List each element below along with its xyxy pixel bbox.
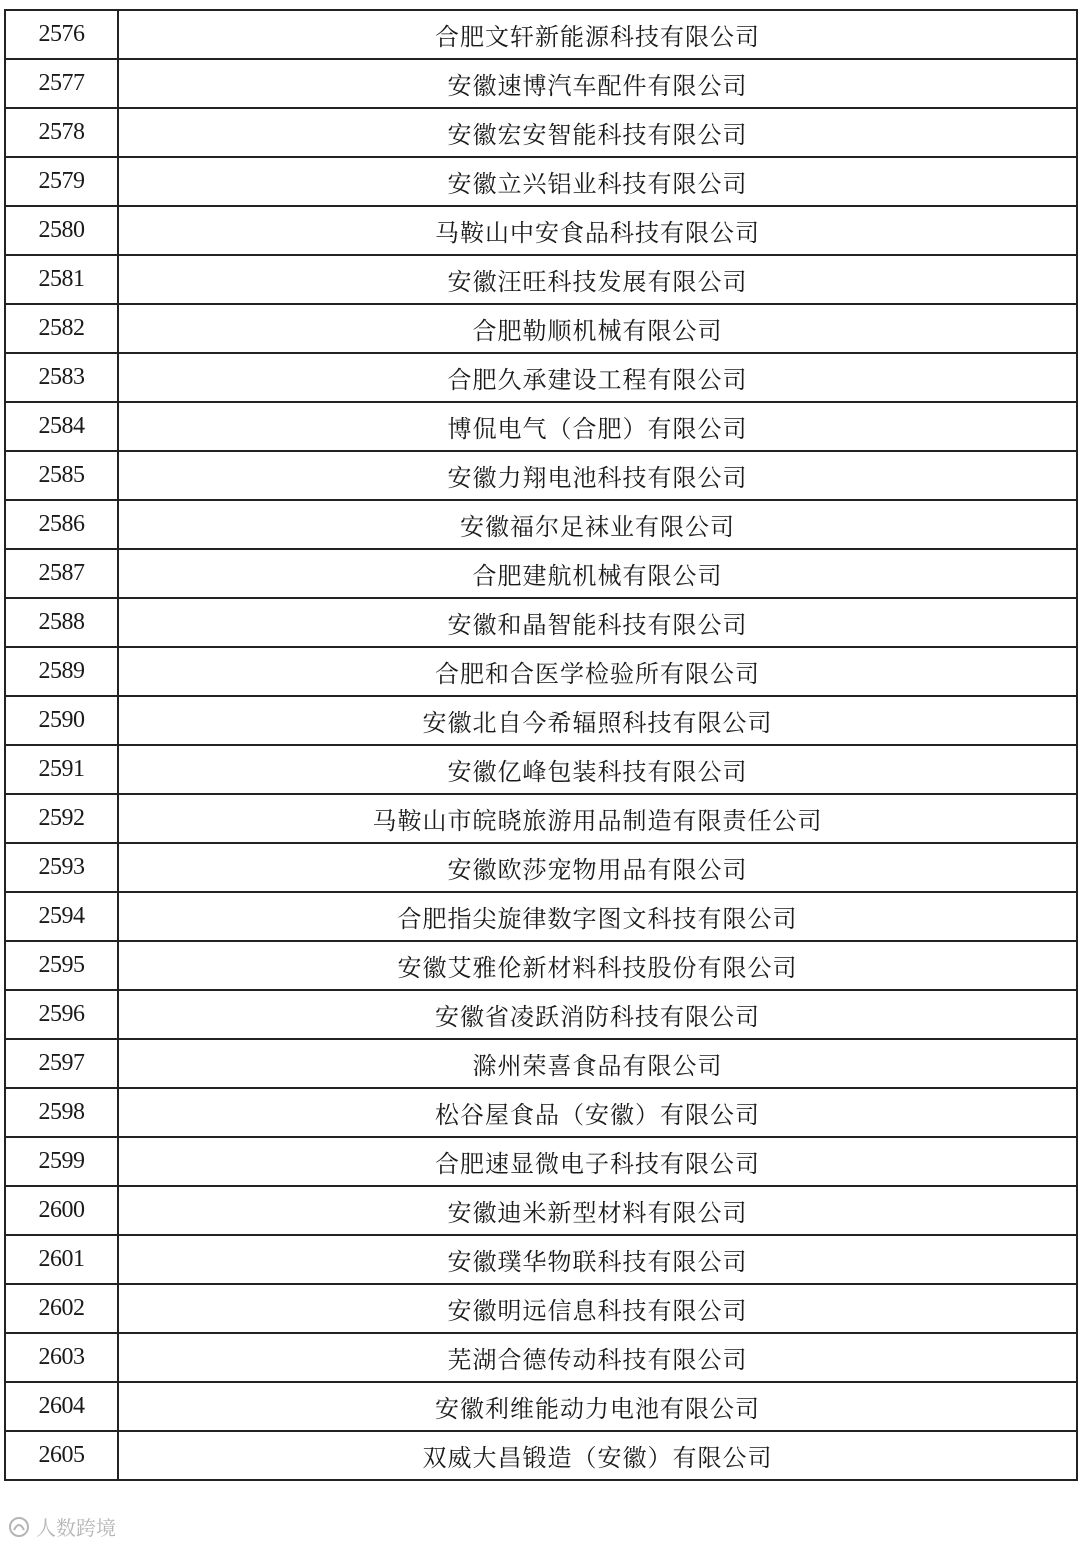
row-number-cell: 2579 <box>5 157 118 206</box>
row-number-cell: 2595 <box>5 941 118 990</box>
row-number-cell: 2605 <box>5 1431 118 1480</box>
table-row <box>5 59 1077 108</box>
company-name-cell: 安徽亿峰包装科技有限公司 <box>118 745 1077 794</box>
row-number-cell: 2601 <box>5 1235 118 1284</box>
row-number-cell: 2583 <box>5 353 118 402</box>
company-name-cell: 芜湖合德传动科技有限公司 <box>118 1333 1077 1382</box>
row-number-cell: 2586 <box>5 500 118 549</box>
table-row <box>5 304 1077 353</box>
table-row <box>5 1088 1077 1137</box>
row-number-cell: 2582 <box>5 304 118 353</box>
company-name-cell: 双威大昌锻造（安徽）有限公司 <box>118 1431 1077 1480</box>
row-number-cell: 2592 <box>5 794 118 843</box>
row-number-cell: 2599 <box>5 1137 118 1186</box>
company-name-cell: 滁州荣喜食品有限公司 <box>118 1039 1077 1088</box>
company-name-cell: 安徽北自今希辐照科技有限公司 <box>118 696 1077 745</box>
table-row <box>5 353 1077 402</box>
table-row <box>5 1186 1077 1235</box>
row-number-cell: 2577 <box>5 59 118 108</box>
company-list-table <box>4 9 1078 1481</box>
row-number-cell: 2587 <box>5 549 118 598</box>
row-number-cell: 2593 <box>5 843 118 892</box>
row-number-cell: 2590 <box>5 696 118 745</box>
row-number-cell: 2598 <box>5 1088 118 1137</box>
company-name-cell: 安徽艾雅伦新材料科技股份有限公司 <box>118 941 1077 990</box>
table-row <box>5 451 1077 500</box>
company-name-cell: 马鞍山中安食品科技有限公司 <box>118 206 1077 255</box>
table-body <box>5 10 1077 1480</box>
company-name-cell: 博侃电气（合肥）有限公司 <box>118 402 1077 451</box>
row-number-cell: 2581 <box>5 255 118 304</box>
table-row <box>5 990 1077 1039</box>
company-name-cell: 安徽璞华物联科技有限公司 <box>118 1235 1077 1284</box>
table-row <box>5 941 1077 990</box>
row-number-cell: 2600 <box>5 1186 118 1235</box>
table-row <box>5 1235 1077 1284</box>
company-name-cell: 马鞍山市皖晓旅游用品制造有限责任公司 <box>118 794 1077 843</box>
row-number-cell: 2591 <box>5 745 118 794</box>
table-row <box>5 1039 1077 1088</box>
company-name-cell: 合肥久承建设工程有限公司 <box>118 353 1077 402</box>
row-number-cell: 2589 <box>5 647 118 696</box>
table-row <box>5 1137 1077 1186</box>
row-number-cell: 2578 <box>5 108 118 157</box>
company-name-cell: 安徽利维能动力电池有限公司 <box>118 1382 1077 1431</box>
row-number-cell: 2594 <box>5 892 118 941</box>
table-row <box>5 1333 1077 1382</box>
company-name-cell: 合肥和合医学检验所有限公司 <box>118 647 1077 696</box>
row-number-cell: 2580 <box>5 206 118 255</box>
row-number-cell: 2585 <box>5 451 118 500</box>
company-name-cell: 安徽欧莎宠物用品有限公司 <box>118 843 1077 892</box>
company-name-cell: 安徽迪米新型材料有限公司 <box>118 1186 1077 1235</box>
table-row <box>5 500 1077 549</box>
company-name-cell: 安徽福尔足袜业有限公司 <box>118 500 1077 549</box>
table-row <box>5 1431 1077 1480</box>
company-name-cell: 安徽明远信息科技有限公司 <box>118 1284 1077 1333</box>
table-row <box>5 255 1077 304</box>
watermark-text: 人数跨境 <box>36 1516 116 1540</box>
table-row <box>5 108 1077 157</box>
row-number-cell: 2596 <box>5 990 118 1039</box>
company-name-cell: 安徽速博汽车配件有限公司 <box>118 59 1077 108</box>
row-number-cell: 2603 <box>5 1333 118 1382</box>
row-number-cell: 2602 <box>5 1284 118 1333</box>
table-row <box>5 1284 1077 1333</box>
row-number-cell: 2588 <box>5 598 118 647</box>
table-row <box>5 647 1077 696</box>
company-name-cell: 安徽汪旺科技发展有限公司 <box>118 255 1077 304</box>
table-row <box>5 892 1077 941</box>
table-row <box>5 10 1077 59</box>
company-name-cell: 合肥速显微电子科技有限公司 <box>118 1137 1077 1186</box>
company-name-cell: 安徽力翔电池科技有限公司 <box>118 451 1077 500</box>
row-number-cell: 2576 <box>5 10 118 59</box>
company-name-cell: 合肥勒顺机械有限公司 <box>118 304 1077 353</box>
company-name-cell: 安徽省凌跃消防科技有限公司 <box>118 990 1077 1039</box>
table-row <box>5 549 1077 598</box>
table-row <box>5 843 1077 892</box>
company-name-cell: 安徽宏安智能科技有限公司 <box>118 108 1077 157</box>
table-row <box>5 1382 1077 1431</box>
watermark-logo-icon <box>8 1516 30 1538</box>
table-row <box>5 598 1077 647</box>
row-number-cell: 2584 <box>5 402 118 451</box>
table-row <box>5 402 1077 451</box>
company-name-cell: 安徽立兴铝业科技有限公司 <box>118 157 1077 206</box>
company-name-cell: 安徽和晶智能科技有限公司 <box>118 598 1077 647</box>
row-number-cell: 2597 <box>5 1039 118 1088</box>
company-name-cell: 松谷屋食品（安徽）有限公司 <box>118 1088 1077 1137</box>
table-row <box>5 696 1077 745</box>
company-list-table-container <box>4 9 1076 1481</box>
company-name-cell: 合肥指尖旋律数字图文科技有限公司 <box>118 892 1077 941</box>
company-name-cell: 合肥文轩新能源科技有限公司 <box>118 10 1077 59</box>
table-row <box>5 206 1077 255</box>
table-row <box>5 794 1077 843</box>
table-row <box>5 745 1077 794</box>
watermark <box>8 1512 116 1541</box>
row-number-cell: 2604 <box>5 1382 118 1431</box>
company-name-cell: 合肥建航机械有限公司 <box>118 549 1077 598</box>
table-row <box>5 157 1077 206</box>
